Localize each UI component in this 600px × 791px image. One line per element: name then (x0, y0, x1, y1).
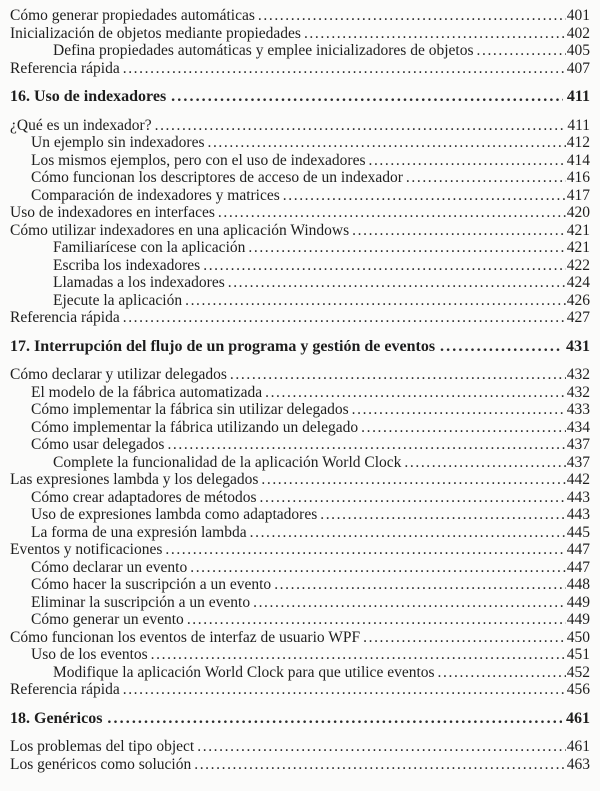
toc-entry-row (10, 152, 590, 170)
toc-entry-title: Inicialización de objetos mediante propiedades (10, 24, 301, 42)
dot-leader (352, 222, 566, 240)
toc-page-number: 401 (566, 7, 590, 24)
dot-leader (228, 274, 566, 292)
toc-entry-title: Cómo implementar la fábrica sin utilizar delegados (31, 401, 349, 418)
toc-entry-row (10, 366, 590, 384)
toc-entry-row (10, 559, 590, 577)
toc-page-number: 421 (566, 221, 590, 239)
toc-entry-title: Los problemas del tipo object (10, 738, 195, 755)
toc-page-number: 448 (566, 576, 590, 593)
toc-entry-row (10, 594, 590, 612)
dot-leader (218, 204, 566, 222)
toc-entry-title: Eliminar la suscripción a un evento (31, 593, 251, 611)
toc-page-number: 447 (566, 541, 590, 558)
toc-entry-row (10, 257, 590, 275)
toc-entry-title: Defina propiedades automáticas y emplee inicializadores de objetos (53, 42, 474, 59)
toc-entry-row (10, 292, 590, 310)
dot-leader (253, 594, 566, 612)
toc-entry-title: Los genéricos como solución (10, 755, 192, 773)
dot-leader (165, 541, 565, 559)
toc-page-number: 461 (566, 709, 590, 727)
toc-page-number: 416 (566, 169, 590, 186)
dot-leader (230, 366, 566, 384)
toc-entry-row (10, 664, 590, 682)
toc-entry-row (10, 541, 590, 559)
toc-entry-title: Llamadas a los indexadores (53, 274, 225, 291)
dot-leader (248, 239, 565, 257)
toc-chapter-title: 16. Uso de indexadores (10, 88, 167, 105)
toc-page-number: 427 (566, 309, 590, 326)
dot-leader (187, 611, 566, 629)
toc-page-number: 407 (566, 59, 590, 77)
dot-leader (155, 117, 567, 135)
toc-entry-title: La forma de una expresión lambda (31, 523, 247, 541)
toc-page-number: 437 (566, 453, 590, 471)
toc-entry-title: Cómo utilizar indexadores en una aplicación Windows (10, 221, 350, 239)
toc-entry-row (10, 169, 590, 187)
toc-chapter-row (10, 338, 590, 356)
toc-entry-title: Cómo usar delegados (31, 436, 165, 453)
toc-entry-title: Los mismos ejemplos, pero con el uso de indexadores (31, 151, 366, 169)
dot-leader (274, 576, 566, 594)
toc-entry-title: Referencia rápida (10, 309, 120, 326)
toc-entry-title: Referencia rápida (10, 681, 120, 698)
toc-page-number: 411 (566, 88, 590, 105)
toc-entry-row (10, 42, 590, 60)
toc-page-number: 420 (566, 204, 590, 221)
dot-leader (438, 664, 566, 682)
toc-page-number: 402 (566, 24, 590, 42)
toc-page-number: 437 (566, 436, 590, 453)
toc-page-number: 424 (566, 274, 590, 291)
dot-leader (477, 42, 566, 60)
toc-entry-title: Complete la funcionalidad de la aplicación World Clock (53, 453, 402, 471)
toc-entry-title: Cómo generar propiedades automáticas (10, 7, 255, 24)
toc-page-number: 431 (566, 337, 590, 355)
toc-page-number: 452 (566, 663, 590, 681)
toc-entry-row (10, 611, 590, 629)
dot-leader (194, 756, 566, 774)
toc-page-number: 449 (566, 611, 590, 628)
toc-page-number: 433 (566, 401, 590, 418)
dot-leader (171, 88, 563, 106)
toc-chapter-row (10, 710, 590, 728)
toc-page-number: 443 (566, 506, 590, 523)
toc-entry-title: Uso de los eventos (31, 646, 148, 663)
toc-chapter-row (10, 88, 590, 106)
dot-leader (203, 257, 566, 275)
toc-entry-row (10, 629, 590, 647)
toc-entry-row (10, 60, 590, 78)
dot-leader (123, 309, 566, 327)
toc-entry-row (10, 117, 590, 135)
toc-entry-title: Las expresiones lambda y los delegados (10, 471, 259, 488)
dot-leader (283, 187, 566, 205)
dot-leader (258, 7, 566, 25)
toc-page-number: 443 (566, 488, 590, 506)
toc-entry-row (10, 506, 590, 524)
toc-entry-title: Cómo generar un evento (31, 611, 184, 628)
toc-entry-row (10, 274, 590, 292)
toc-page-number: 461 (566, 738, 590, 755)
toc-page-number: 426 (566, 291, 590, 309)
dot-leader (406, 169, 566, 187)
dot-leader (440, 338, 562, 356)
dot-leader (368, 152, 565, 170)
toc-entry-title: Uso de indexadores en interfaces (10, 204, 215, 221)
dot-leader (320, 506, 566, 524)
dot-leader (261, 471, 565, 489)
toc-entry-title: Cómo funcionan los eventos de interfaz de usuario WPF (10, 628, 361, 646)
toc-entry-row (10, 419, 590, 437)
toc-entry-row (10, 309, 590, 327)
toc-page-number: 412 (566, 134, 590, 151)
dot-leader (207, 134, 565, 152)
dot-leader (363, 629, 566, 647)
toc-entry-title: Cómo hacer la suscripción a un evento (31, 576, 272, 593)
toc-entry-row (10, 401, 590, 419)
dot-leader (304, 25, 566, 43)
toc-page-number: 422 (566, 256, 590, 274)
toc-page-number: 463 (566, 755, 590, 773)
toc-entry-row (10, 646, 590, 664)
toc-page-number: 405 (566, 42, 590, 59)
toc-chapter-title: 17. Interrupción del flujo de un programa y gestión de eventos (10, 337, 436, 355)
toc-list (10, 7, 590, 773)
toc-entry-row (10, 222, 590, 240)
toc-entry-row (10, 134, 590, 152)
toc-entry-row (10, 681, 590, 699)
dot-leader (190, 559, 566, 577)
dot-leader (123, 681, 566, 699)
toc-entry-title: Modifique la aplicación World Clock para que utilice eventos (53, 663, 435, 681)
toc-entry-row (10, 524, 590, 542)
dot-leader (250, 524, 566, 542)
toc-entry-row (10, 187, 590, 205)
dot-leader (197, 738, 566, 756)
toc-entry-row (10, 454, 590, 472)
toc-entry-title: Uso de expresiones lambda como adaptadores (31, 506, 318, 523)
toc-entry-title: Comparación de indexadores y matrices (31, 186, 280, 204)
toc-entry-title: Cómo declarar y utilizar delegados (10, 366, 227, 383)
toc-entry-title: Cómo declarar un evento (31, 558, 188, 576)
toc-page-number: 411 (567, 116, 590, 134)
toc-entry-title: ¿Qué es un indexador? (10, 116, 152, 134)
toc-page-number: 449 (566, 593, 590, 611)
dot-leader (123, 60, 566, 78)
toc-entry-title: Referencia rápida (10, 59, 120, 77)
toc-entry-row (10, 436, 590, 454)
toc-entry-row (10, 384, 590, 402)
toc-page-number: 456 (566, 681, 590, 698)
toc-entry-row (10, 7, 590, 25)
toc-entry-row (10, 471, 590, 489)
toc-entry-title: Cómo crear adaptadores de métodos (31, 488, 257, 506)
toc-entry-title: Cómo funcionan los descriptores de acceso de un indexador (31, 169, 403, 186)
dot-leader (404, 454, 565, 472)
toc-entry-title: El modelo de la fábrica automatizada (31, 383, 263, 401)
toc-entry-row (10, 239, 590, 257)
toc-entry-row (10, 756, 590, 774)
dot-leader (151, 646, 566, 664)
dot-leader (167, 436, 565, 454)
toc-page-number: 451 (566, 646, 590, 663)
dot-leader (260, 489, 566, 507)
toc-chapter-title: 18. Genéricos (10, 709, 103, 727)
toc-page-number: 432 (566, 366, 590, 383)
toc-entry-row (10, 576, 590, 594)
toc-entry-title: Cómo implementar la fábrica utilizando un delegado (31, 418, 359, 436)
toc-page-number: 450 (566, 628, 590, 646)
toc-entry-row (10, 204, 590, 222)
toc-entry-title: Eventos y notificaciones (10, 541, 163, 558)
toc-page-number: 417 (566, 186, 590, 204)
dot-leader (185, 292, 566, 310)
toc-entry-row (10, 738, 590, 756)
toc-page-number: 434 (566, 418, 590, 436)
dot-leader (352, 401, 566, 419)
dot-leader (107, 710, 562, 728)
toc-page-number: 421 (566, 239, 590, 256)
toc-page-number: 414 (566, 151, 590, 169)
toc-page-number: 432 (566, 383, 590, 401)
toc-page-number: 445 (566, 523, 590, 541)
toc-entry-title: Ejecute la aplicación (53, 291, 183, 309)
toc-entry-row (10, 25, 590, 43)
toc-entry-title: Familiarícese con la aplicación (53, 239, 246, 256)
toc-page-number: 442 (566, 471, 590, 488)
toc-entry-title: Un ejemplo sin indexadores (31, 134, 205, 151)
dot-leader (265, 384, 566, 402)
toc-page-number: 447 (566, 558, 590, 576)
toc-entry-row (10, 489, 590, 507)
dot-leader (361, 419, 566, 437)
toc-entry-title: Escriba los indexadores (53, 256, 201, 274)
